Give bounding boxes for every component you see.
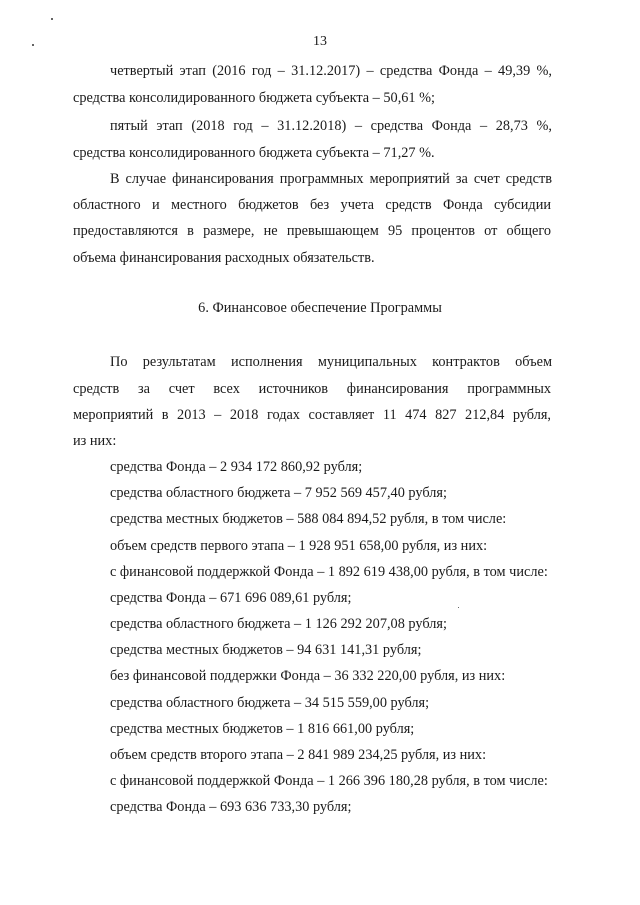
list-item: средства местных бюджетов – 94 631 141,31 рубля;: [110, 642, 422, 658]
list-item: средства Фонда – 671 696 089,61 рубля;: [110, 590, 352, 606]
scan-speck: [51, 18, 53, 20]
list-item: с финансовой поддержкой Фонда – 1 266 396 180,28 рубля, в том числе:: [110, 773, 548, 789]
text-line: средства консолидированного бюджета субъекта – 71,27 %.: [73, 145, 435, 161]
text-line: По результатам исполнения муниципальных контрактов объем: [110, 354, 552, 370]
list-item: средства областного бюджета – 1 126 292 207,08 рубля;: [110, 616, 447, 632]
list-item: средства местных бюджетов – 588 084 894,52 рубля, в том числе:: [110, 511, 507, 527]
list-item: средства Фонда – 693 636 733,30 рубля;: [110, 799, 352, 815]
list-item: объем средств первого этапа – 1 928 951 658,00 рубля, из них:: [110, 538, 488, 554]
list-item: средства Фонда – 2 934 172 860,92 рубля;: [110, 459, 363, 475]
text-line: мероприятий в 2013 – 2018 годах составляет 11 474 827 212,84 рубля,: [73, 407, 551, 423]
list-item: средства местных бюджетов – 1 816 661,00 рубля;: [110, 721, 415, 737]
text-line: средства консолидированного бюджета субъекта – 50,61 %;: [73, 90, 436, 106]
text-line: объема финансирования расходных обязательств.: [73, 250, 375, 266]
text-line: областного и местного бюджетов без учета средств Фонда субсидии: [73, 197, 551, 213]
text-line: средств за счет всех источников финансирования программных: [73, 381, 551, 397]
list-item: без финансовой поддержки Фонда – 36 332 220,00 рубля, из них:: [110, 668, 506, 684]
text-line: из них:: [73, 433, 117, 449]
list-item: средства областного бюджета – 34 515 559,00 рубля;: [110, 695, 430, 711]
text-line: предоставляются в размере, не превышающем 95 процентов от общего: [73, 223, 551, 239]
text-line: четвертый этап (2016 год – 31.12.2017) – средства Фонда – 49,39 %,: [110, 63, 552, 79]
list-item: объем средств второго этапа – 2 841 989 234,25 рубля, из них:: [110, 747, 487, 763]
text-line: В случае финансирования программных мероприятий за счет средств: [110, 171, 552, 187]
scan-speck: [458, 607, 459, 608]
page-number: 13: [313, 34, 327, 49]
text-line: пятый этап (2018 год – 31.12.2018) – средства Фонда – 28,73 %,: [110, 118, 552, 134]
section-heading: 6. Финансовое обеспечение Программы: [198, 300, 442, 316]
list-item: средства областного бюджета – 7 952 569 457,40 рубля;: [110, 485, 447, 501]
list-item: с финансовой поддержкой Фонда – 1 892 619 438,00 рубля, в том числе:: [110, 564, 548, 580]
